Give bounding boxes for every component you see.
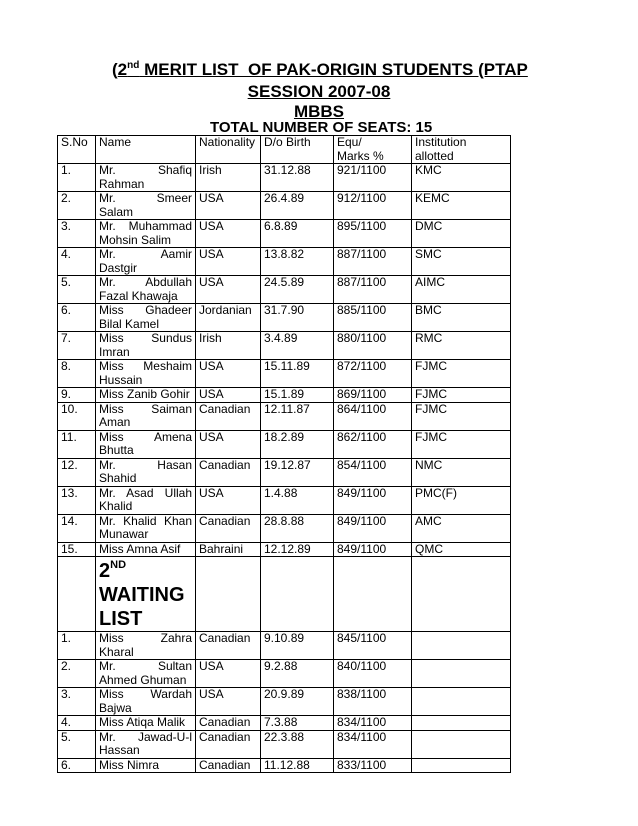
- row-nationality: Canadian: [196, 402, 261, 430]
- row-marks: 834/1100: [334, 730, 412, 758]
- row-nationality: USA: [196, 486, 261, 514]
- row-sno: 2.: [58, 192, 96, 220]
- row-marks: 849/1100: [334, 486, 412, 514]
- row-marks: 840/1100: [334, 660, 412, 688]
- row-name-line2: Ahmed Ghuman: [99, 672, 187, 687]
- session-title: SESSION 2007-08: [247, 82, 391, 101]
- row-sno: 14.: [58, 514, 96, 542]
- row-sno: 7.: [58, 332, 96, 360]
- row-dob: 9.10.89: [261, 632, 334, 660]
- row-nationality: USA: [196, 220, 261, 248]
- row-nationality: Jordanian: [196, 304, 261, 332]
- header-marks: [334, 136, 412, 164]
- row-marks: 885/1100: [334, 304, 412, 332]
- row-name-line2: Hassan: [99, 743, 140, 757]
- row-sno: 13.: [58, 486, 96, 514]
- row-nationality: USA: [196, 360, 261, 388]
- row-marks: 849/1100: [334, 514, 412, 542]
- merit-row: [58, 360, 511, 388]
- row-sno: 4.: [58, 248, 96, 276]
- row-name-line1: Miss Nimra: [99, 758, 159, 772]
- row-institution: [412, 660, 511, 688]
- waiting-list-heading: [96, 557, 196, 632]
- row-institution: [412, 758, 511, 773]
- merit-row: [58, 514, 511, 542]
- row-name: [96, 164, 196, 192]
- row-name: [96, 716, 196, 731]
- row-dob: 24.5.89: [261, 276, 334, 304]
- merit-row: [58, 332, 511, 360]
- row-marks: 887/1100: [334, 248, 412, 276]
- row-sno: 3.: [58, 688, 96, 716]
- row-dob: 31.7.90: [261, 304, 334, 332]
- row-name-line2: Aman: [99, 415, 131, 429]
- row-name: [96, 276, 196, 304]
- row-name-line1: Mr. Hasan: [99, 458, 192, 472]
- row-name-line2: Imran: [99, 344, 130, 359]
- row-name-line1: Miss Amna Asif: [99, 542, 181, 556]
- row-name: [96, 332, 196, 360]
- merit-row: [58, 276, 511, 304]
- row-dob: 18.2.89: [261, 430, 334, 458]
- row-dob: 1.4.88: [261, 486, 334, 514]
- row-marks: 864/1100: [334, 402, 412, 430]
- row-marks: 834/1100: [334, 716, 412, 731]
- row-nationality: USA: [196, 388, 261, 403]
- waiting-empty-cell: [334, 557, 412, 632]
- row-name: [96, 758, 196, 773]
- title-line1-text: MERIT LIST OF PAK-ORIGIN STUDENTS (PTAP: [139, 60, 528, 79]
- row-nationality: Canadian: [196, 514, 261, 542]
- row-institution: [412, 688, 511, 716]
- row-nationality: USA: [196, 248, 261, 276]
- merit-row: [58, 220, 511, 248]
- merit-row: [58, 192, 511, 220]
- merit-row: [58, 486, 511, 514]
- waiting-row: [58, 730, 511, 758]
- row-nationality: Irish: [196, 332, 261, 360]
- row-marks: 854/1100: [334, 458, 412, 486]
- row-sno: 6.: [58, 758, 96, 773]
- row-nationality: Canadian: [196, 632, 261, 660]
- row-institution: FJMC: [412, 430, 511, 458]
- row-name-line1: Miss Ghadeer: [99, 303, 192, 317]
- row-name-line1: Mr. Khalid Khan: [99, 514, 192, 528]
- row-marks: 845/1100: [334, 632, 412, 660]
- row-name-line2: Rahman: [99, 176, 145, 191]
- row-marks: 872/1100: [334, 360, 412, 388]
- row-marks: 887/1100: [334, 276, 412, 304]
- row-name-line1: Miss Zahra: [99, 631, 192, 645]
- waiting-empty-cell: [261, 557, 334, 632]
- row-nationality: Canadian: [196, 458, 261, 486]
- row-dob: 20.9.89: [261, 688, 334, 716]
- row-marks: 869/1100: [334, 388, 412, 403]
- header-marks-l1: Equ/: [337, 135, 362, 149]
- row-name: [96, 486, 196, 514]
- header-marks-l2: Marks %: [337, 148, 384, 163]
- merit-row: [58, 304, 511, 332]
- row-dob: 3.4.89: [261, 332, 334, 360]
- row-institution: SMC: [412, 248, 511, 276]
- row-dob: 15.11.89: [261, 360, 334, 388]
- row-institution: AIMC: [412, 276, 511, 304]
- row-dob: 11.12.88: [261, 758, 334, 773]
- row-dob: 31.12.88: [261, 164, 334, 192]
- row-name-line2: Kharal: [99, 644, 134, 659]
- row-name: [96, 220, 196, 248]
- merit-row: [58, 430, 511, 458]
- row-name-line2: Salam: [99, 204, 134, 219]
- row-name: [96, 688, 196, 716]
- row-nationality: USA: [196, 660, 261, 688]
- row-nationality: USA: [196, 430, 261, 458]
- row-name-line1: Mr. Smeer: [99, 191, 192, 205]
- merit-row: [58, 458, 511, 486]
- row-institution: KEMC: [412, 192, 511, 220]
- row-institution: BMC: [412, 304, 511, 332]
- header-dob: D/o Birth: [261, 136, 334, 164]
- header-institution-l2: allotted: [415, 148, 454, 163]
- row-name-line2: Dastgir: [99, 260, 138, 275]
- row-name-line2: Shahid: [99, 471, 137, 485]
- row-sno: 2.: [58, 660, 96, 688]
- row-name-line1: Miss Wardah: [99, 687, 192, 701]
- title-ordinal-suffix: nd: [127, 60, 140, 71]
- row-name-line2: Munawar: [99, 527, 149, 541]
- row-name: [96, 402, 196, 430]
- row-name-line1: Miss Zanib Gohir: [99, 387, 190, 401]
- row-name-line2: Fazal Khawaja: [99, 288, 178, 303]
- waiting-row: [58, 632, 511, 660]
- row-dob: 9.2.88: [261, 660, 334, 688]
- merit-row: [58, 164, 511, 192]
- row-marks: 921/1100: [334, 164, 412, 192]
- row-name: [96, 514, 196, 542]
- row-name-line1: Miss Saiman: [99, 402, 192, 416]
- row-name-line1: Miss Amena: [99, 430, 192, 444]
- row-name-line1: Mr. Aamir: [99, 247, 192, 261]
- total-seats-title: TOTAL NUMBER OF SEATS: 15: [210, 119, 433, 136]
- title-open-paren: (: [112, 60, 118, 79]
- row-name: [96, 360, 196, 388]
- waiting-word1: WAITING: [99, 584, 185, 606]
- waiting-row: [58, 716, 511, 731]
- header-sno: S.No: [58, 136, 96, 164]
- row-name-line2: Mohsin Salim: [99, 232, 172, 247]
- row-marks: 849/1100: [334, 542, 412, 557]
- row-name-line1: Mr. Shafiq: [99, 163, 192, 177]
- row-nationality: USA: [196, 192, 261, 220]
- row-marks: 833/1100: [334, 758, 412, 773]
- row-name: [96, 632, 196, 660]
- merit-list-table: [57, 135, 511, 773]
- header-nationality: Nationality: [196, 136, 261, 164]
- row-name-line2: Bhutta: [99, 443, 134, 457]
- waiting-ordinal: 2: [99, 560, 111, 582]
- row-institution: QMC: [412, 542, 511, 557]
- waiting-ordinal-suffix: ND: [110, 559, 127, 571]
- row-name-line2: Hussain: [99, 372, 143, 387]
- row-nationality: Canadian: [196, 716, 261, 731]
- row-dob: 6.8.89: [261, 220, 334, 248]
- row-name: [96, 458, 196, 486]
- row-name: [96, 304, 196, 332]
- program-title: MBBS: [293, 102, 345, 121]
- row-nationality: USA: [196, 276, 261, 304]
- row-institution: FJMC: [412, 402, 511, 430]
- row-dob: 12.11.87: [261, 402, 334, 430]
- row-sno: 11.: [58, 430, 96, 458]
- title-ordinal: 2: [117, 60, 128, 79]
- row-marks: 895/1100: [334, 220, 412, 248]
- waiting-list-heading-row: [58, 557, 511, 632]
- merit-row: [58, 248, 511, 276]
- table-header-row: [58, 136, 511, 164]
- row-sno: 6.: [58, 304, 96, 332]
- row-dob: 19.12.87: [261, 458, 334, 486]
- row-sno: 3.: [58, 220, 96, 248]
- row-name-line1: Mr. Abdullah: [99, 275, 192, 289]
- row-sno: 1.: [58, 632, 96, 660]
- waiting-row: [58, 688, 511, 716]
- row-name-line1: Mr. Muhammad: [99, 219, 192, 233]
- row-marks: 838/1100: [334, 688, 412, 716]
- waiting-empty-cell: [196, 557, 261, 632]
- header-name: Name: [96, 136, 196, 164]
- merit-row: [58, 402, 511, 430]
- row-dob: 7.3.88: [261, 716, 334, 731]
- row-institution: [412, 730, 511, 758]
- row-institution: PMC(F): [412, 486, 511, 514]
- row-dob: 15.1.89: [261, 388, 334, 403]
- row-sno: 8.: [58, 360, 96, 388]
- row-sno: 12.: [58, 458, 96, 486]
- row-name-line1: Miss Meshaim: [99, 359, 192, 373]
- row-name-line2: Bajwa: [99, 700, 132, 715]
- list-title-line1: [112, 60, 528, 80]
- row-nationality: Bahraini: [196, 542, 261, 557]
- row-name-line1: Miss Atiqa Malik: [99, 715, 186, 729]
- header-institution: [412, 136, 511, 164]
- row-name: [96, 192, 196, 220]
- row-sno: 1.: [58, 164, 96, 192]
- row-dob: 22.3.88: [261, 730, 334, 758]
- row-dob: 26.4.89: [261, 192, 334, 220]
- merit-row: [58, 542, 511, 557]
- merit-row: [58, 388, 511, 403]
- row-institution: FJMC: [412, 388, 511, 403]
- row-name: [96, 542, 196, 557]
- row-sno: 5.: [58, 730, 96, 758]
- row-name: [96, 430, 196, 458]
- row-dob: 13.8.82: [261, 248, 334, 276]
- row-dob: 12.12.89: [261, 542, 334, 557]
- row-name: [96, 248, 196, 276]
- row-institution: KMC: [412, 164, 511, 192]
- row-institution: FJMC: [412, 360, 511, 388]
- row-name: [96, 660, 196, 688]
- row-sno: 10.: [58, 402, 96, 430]
- waiting-empty-cell: [412, 557, 511, 632]
- row-institution: RMC: [412, 332, 511, 360]
- row-name-line2: Bilal Kamel: [99, 316, 160, 331]
- row-name: [96, 730, 196, 758]
- row-name-line1: Mr. Jawad-U-l: [99, 730, 192, 744]
- waiting-word2: LIST: [99, 608, 143, 630]
- row-institution: AMC: [412, 514, 511, 542]
- row-institution: [412, 716, 511, 731]
- waiting-sno-empty: [58, 557, 96, 632]
- row-sno: 15.: [58, 542, 96, 557]
- row-institution: DMC: [412, 220, 511, 248]
- row-marks: 862/1100: [334, 430, 412, 458]
- row-institution: NMC: [412, 458, 511, 486]
- row-sno: 9.: [58, 388, 96, 403]
- row-marks: 912/1100: [334, 192, 412, 220]
- row-nationality: USA: [196, 688, 261, 716]
- row-name-line1: Mr. Asad Ullah: [99, 486, 192, 500]
- row-nationality: Irish: [196, 164, 261, 192]
- row-name-line2: Khalid: [99, 499, 133, 513]
- row-sno: 5.: [58, 276, 96, 304]
- row-institution: [412, 632, 511, 660]
- row-name-line1: Miss Sundus: [99, 331, 192, 345]
- row-name: [96, 388, 196, 403]
- header-institution-l1: Institution: [415, 135, 467, 149]
- row-sno: 4.: [58, 716, 96, 731]
- row-nationality: Canadian: [196, 758, 261, 773]
- row-nationality: Canadian: [196, 730, 261, 758]
- row-marks: 880/1100: [334, 332, 412, 360]
- waiting-row: [58, 758, 511, 773]
- row-name-line1: Mr. Sultan: [99, 659, 192, 673]
- waiting-row: [58, 660, 511, 688]
- row-dob: 28.8.88: [261, 514, 334, 542]
